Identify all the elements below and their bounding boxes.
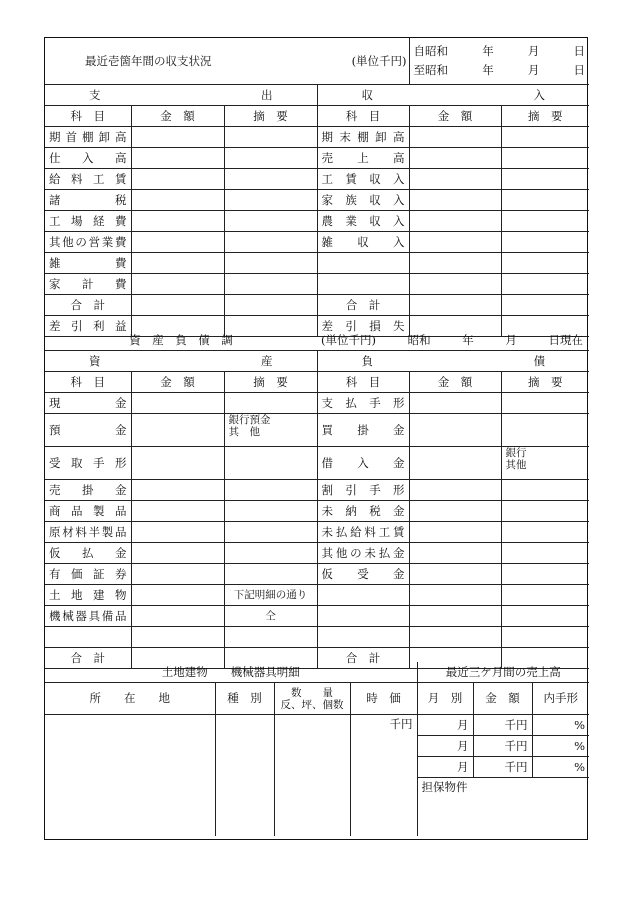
sales-amount-3[interactable]: 千円 <box>473 757 532 778</box>
expense-item-label: 仕 入 高 <box>45 148 131 169</box>
liability-amount-cell[interactable] <box>409 522 501 543</box>
income-item-label <box>317 253 409 274</box>
expense-amount-cell[interactable] <box>131 169 224 190</box>
detail-col-kind: 種 別 <box>215 683 274 715</box>
income-amount-cell[interactable] <box>409 148 501 169</box>
liability-item-label: 未 払 給 料 工 賃 <box>317 522 409 543</box>
income-amount-cell[interactable] <box>409 190 501 211</box>
income-notes-cell[interactable] <box>501 190 589 211</box>
liability-notes-cell[interactable] <box>501 414 589 447</box>
liability-amount-cell[interactable] <box>409 480 501 501</box>
income-expense-section <box>45 38 587 337</box>
detail-value-cell[interactable]: 千円 <box>350 715 417 837</box>
expense-notes-cell[interactable] <box>224 127 317 148</box>
liability-item-label: 借 入 金 <box>317 447 409 480</box>
liability-notes-cell[interactable] <box>501 480 589 501</box>
asset-amount-cell[interactable] <box>131 606 224 627</box>
asset-item-label: 合 計 <box>45 648 131 669</box>
liability-header: 負 債 <box>317 351 589 372</box>
asset-amount-cell[interactable] <box>131 564 224 585</box>
period-from: 自昭和 年 月 日 <box>413 44 586 58</box>
income-amount-cell[interactable] <box>409 127 501 148</box>
income-row <box>45 232 589 253</box>
income-item-label: 農 業 収 入 <box>317 211 409 232</box>
liability-item-label: 合 計 <box>317 648 409 669</box>
income-amount-cell[interactable] <box>409 211 501 232</box>
asset-amount-cell[interactable] <box>131 585 224 606</box>
income-notes-cell[interactable] <box>501 295 589 316</box>
income-item-label <box>317 274 409 295</box>
income-amount-cell[interactable] <box>409 274 501 295</box>
income-notes-cell[interactable] <box>501 274 589 295</box>
balance-row <box>45 606 589 627</box>
expense-amount-cell[interactable] <box>131 190 224 211</box>
asset-item-label: 商 品 製 品 <box>45 501 131 522</box>
sales-amount-2[interactable]: 千円 <box>473 736 532 757</box>
asset-amount-cell[interactable] <box>131 543 224 564</box>
sales-month-1[interactable]: 月 <box>417 715 473 736</box>
asset-item-label: 売 掛 金 <box>45 480 131 501</box>
balance-row <box>45 585 589 606</box>
expense-notes-cell[interactable] <box>224 169 317 190</box>
asset-amount-cell[interactable] <box>131 447 224 480</box>
sales-notes-3[interactable]: % <box>532 757 589 778</box>
detail-quantity-cell[interactable] <box>274 715 350 837</box>
asset-amount-cell[interactable] <box>131 522 224 543</box>
liability-notes-cell[interactable] <box>501 393 589 414</box>
income-item-label: 雑 収 入 <box>317 232 409 253</box>
asset-amount-cell[interactable] <box>131 480 224 501</box>
expense-item-label: 工 場 経 費 <box>45 211 131 232</box>
asset-notes-cell[interactable]: 銀行預金 其 他 <box>224 414 317 447</box>
income-row <box>45 253 589 274</box>
expense-notes-cell[interactable] <box>224 295 317 316</box>
balance-col-headers: 科 目 金 額 摘 要 科 目 金 額 摘 要 <box>45 372 589 393</box>
asset-item-label: 土 地 建 物 <box>45 585 131 606</box>
expense-item-label: 期 首 棚 卸 高 <box>45 127 131 148</box>
asset-notes-cell[interactable] <box>224 447 317 480</box>
income-item-label: 工 賃 収 入 <box>317 169 409 190</box>
asset-notes-cell[interactable] <box>224 543 317 564</box>
liability-item-label <box>317 606 409 627</box>
detail-title: 土地建物 機械器具明細 <box>45 662 417 683</box>
asset-notes-cell[interactable] <box>224 564 317 585</box>
asset-notes-cell[interactable]: 仝 <box>224 606 317 627</box>
expense-amount-cell[interactable] <box>131 148 224 169</box>
liability-amount-cell[interactable] <box>409 501 501 522</box>
income-title: 最近壱箇年間の収支状況 <box>85 53 212 68</box>
detail-col-quantity: 数 量 反、坪、個数 <box>274 683 350 715</box>
balance-title: 資 産 負 債 調 <box>45 330 317 351</box>
expense-notes-cell[interactable] <box>224 253 317 274</box>
income-row <box>45 295 589 316</box>
income-header: 収 入 <box>317 85 589 106</box>
asset-notes-cell[interactable]: 下記明細の通り <box>224 585 317 606</box>
liability-notes-cell[interactable] <box>501 585 589 606</box>
expense-item-label: 合 計 <box>45 295 131 316</box>
expense-notes-cell[interactable] <box>224 274 317 295</box>
income-row <box>45 274 589 295</box>
asset-item-label <box>45 627 131 648</box>
balance-row <box>45 393 589 414</box>
detail-location-cell[interactable] <box>45 715 215 837</box>
asset-item-label: 仮 払 金 <box>45 543 131 564</box>
expense-header: 支 出 <box>45 85 317 106</box>
expense-amount-cell[interactable] <box>131 274 224 295</box>
liability-amount-cell[interactable] <box>409 585 501 606</box>
income-notes-cell[interactable] <box>501 169 589 190</box>
asset-item-label: 預 金 <box>45 414 131 447</box>
detail-section <box>45 662 587 836</box>
balance-row <box>45 627 589 648</box>
asset-notes-cell[interactable] <box>224 522 317 543</box>
sales-col-month: 月 別 <box>417 683 473 715</box>
income-item-label: 家 族 収 入 <box>317 190 409 211</box>
liability-item-label <box>317 627 409 648</box>
liability-item-label: 買 掛 金 <box>317 414 409 447</box>
expense-amount-cell[interactable] <box>131 253 224 274</box>
asset-item-label: 機 械 器 具 備 品 <box>45 606 131 627</box>
asset-notes-cell[interactable] <box>224 480 317 501</box>
detail-kind-cell[interactable] <box>215 715 274 837</box>
sales-col-amount: 金 額 <box>473 683 532 715</box>
detail-col-value: 時 価 <box>350 683 417 715</box>
asset-item-label: 有 価 証 券 <box>45 564 131 585</box>
liability-item-label <box>317 585 409 606</box>
asset-notes-cell[interactable] <box>224 501 317 522</box>
period-to: 至昭和 年 月 日 <box>413 63 586 77</box>
asset-amount-cell[interactable] <box>131 393 224 414</box>
liability-amount-cell[interactable] <box>409 447 501 480</box>
liability-amount-cell[interactable] <box>409 414 501 447</box>
income-row <box>45 190 589 211</box>
asset-item-label: 受 取 手 形 <box>45 447 131 480</box>
liability-item-label: 仮 受 金 <box>317 564 409 585</box>
asset-notes-cell[interactable] <box>224 627 317 648</box>
income-unit: (単位千円) <box>351 53 407 68</box>
sales-month-2[interactable]: 月 <box>417 736 473 757</box>
balance-section <box>45 330 587 669</box>
income-row <box>45 148 589 169</box>
balance-row <box>45 564 589 585</box>
balance-row <box>45 447 589 480</box>
balance-row <box>45 414 589 447</box>
expense-notes-cell[interactable] <box>224 232 317 253</box>
financial-form <box>44 37 588 840</box>
balance-row <box>45 501 589 522</box>
sales-month-3[interactable]: 月 <box>417 757 473 778</box>
expense-amount-cell[interactable] <box>131 211 224 232</box>
asset-item-label: 原 材 料 半 製 品 <box>45 522 131 543</box>
income-notes-cell[interactable] <box>501 232 589 253</box>
income-amount-cell[interactable] <box>409 169 501 190</box>
balance-row <box>45 522 589 543</box>
income-amount-cell[interactable] <box>409 232 501 253</box>
expense-amount-cell[interactable] <box>131 295 224 316</box>
expense-item-label: 差 引 利 益 <box>45 316 131 337</box>
sales-col-notes: 内手形 <box>532 683 589 715</box>
liability-notes-cell[interactable] <box>501 627 589 648</box>
income-amount-cell[interactable] <box>409 253 501 274</box>
balance-row <box>45 543 589 564</box>
sales-title: 最近三ケ月間の売上高 <box>417 662 589 683</box>
expense-notes-cell[interactable] <box>224 148 317 169</box>
expense-amount-cell[interactable] <box>131 232 224 253</box>
income-item-label: 差 引 損 失 <box>317 316 409 337</box>
liability-item-label: 割 引 手 形 <box>317 480 409 501</box>
income-row <box>45 211 589 232</box>
expense-notes-cell[interactable] <box>224 211 317 232</box>
expense-item-label: 家 計 費 <box>45 274 131 295</box>
liability-amount-cell[interactable] <box>409 393 501 414</box>
expense-amount-cell[interactable] <box>131 127 224 148</box>
asset-item-label: 現 金 <box>45 393 131 414</box>
income-col-headers: 科 目 金 額 摘 要 科 目 金 額 摘 要 <box>45 106 589 127</box>
income-notes-cell[interactable] <box>501 127 589 148</box>
liability-amount-cell[interactable] <box>409 627 501 648</box>
expense-item-label: 雑 費 <box>45 253 131 274</box>
sales-notes-2[interactable]: % <box>532 736 589 757</box>
detail-col-location: 所 在 地 <box>45 683 215 715</box>
expense-item-label: 諸 税 <box>45 190 131 211</box>
income-notes-cell[interactable] <box>501 253 589 274</box>
liability-notes-cell[interactable] <box>501 564 589 585</box>
liability-notes-cell[interactable]: 銀行 其他 <box>501 447 589 480</box>
liability-amount-cell[interactable] <box>409 564 501 585</box>
liability-notes-cell[interactable] <box>501 501 589 522</box>
balance-unit-line: (単位千円) 昭和 年 月 日現在 <box>317 330 589 351</box>
liability-notes-cell[interactable] <box>501 522 589 543</box>
asset-amount-cell[interactable] <box>131 414 224 447</box>
income-item-label: 合 計 <box>317 295 409 316</box>
sales-amount-1[interactable]: 千円 <box>473 715 532 736</box>
liability-item-label: 未 納 税 金 <box>317 501 409 522</box>
income-notes-cell[interactable] <box>501 211 589 232</box>
asset-header: 資 産 <box>45 351 317 372</box>
income-item-label: 売 上 高 <box>317 148 409 169</box>
liability-item-label: 支 払 手 形 <box>317 393 409 414</box>
expense-notes-cell[interactable] <box>224 190 317 211</box>
balance-row <box>45 480 589 501</box>
asset-amount-cell[interactable] <box>131 501 224 522</box>
income-row <box>45 127 589 148</box>
liability-item-label: 其 他 の 未 払 金 <box>317 543 409 564</box>
expense-item-label: 給 料 工 賃 <box>45 169 131 190</box>
income-row <box>45 169 589 190</box>
income-amount-cell[interactable] <box>409 295 501 316</box>
collateral-cell[interactable]: 担保物件 <box>417 778 589 837</box>
liability-amount-cell[interactable] <box>409 606 501 627</box>
liability-notes-cell[interactable] <box>501 606 589 627</box>
expense-item-label: 其 他 の 営 業 費 <box>45 232 131 253</box>
income-item-label: 期 末 棚 卸 高 <box>317 127 409 148</box>
asset-amount-cell[interactable] <box>131 627 224 648</box>
income-notes-cell[interactable] <box>501 148 589 169</box>
liability-notes-cell[interactable] <box>501 543 589 564</box>
sales-notes-1[interactable]: % <box>532 715 589 736</box>
liability-amount-cell[interactable] <box>409 543 501 564</box>
asset-notes-cell[interactable] <box>224 393 317 414</box>
